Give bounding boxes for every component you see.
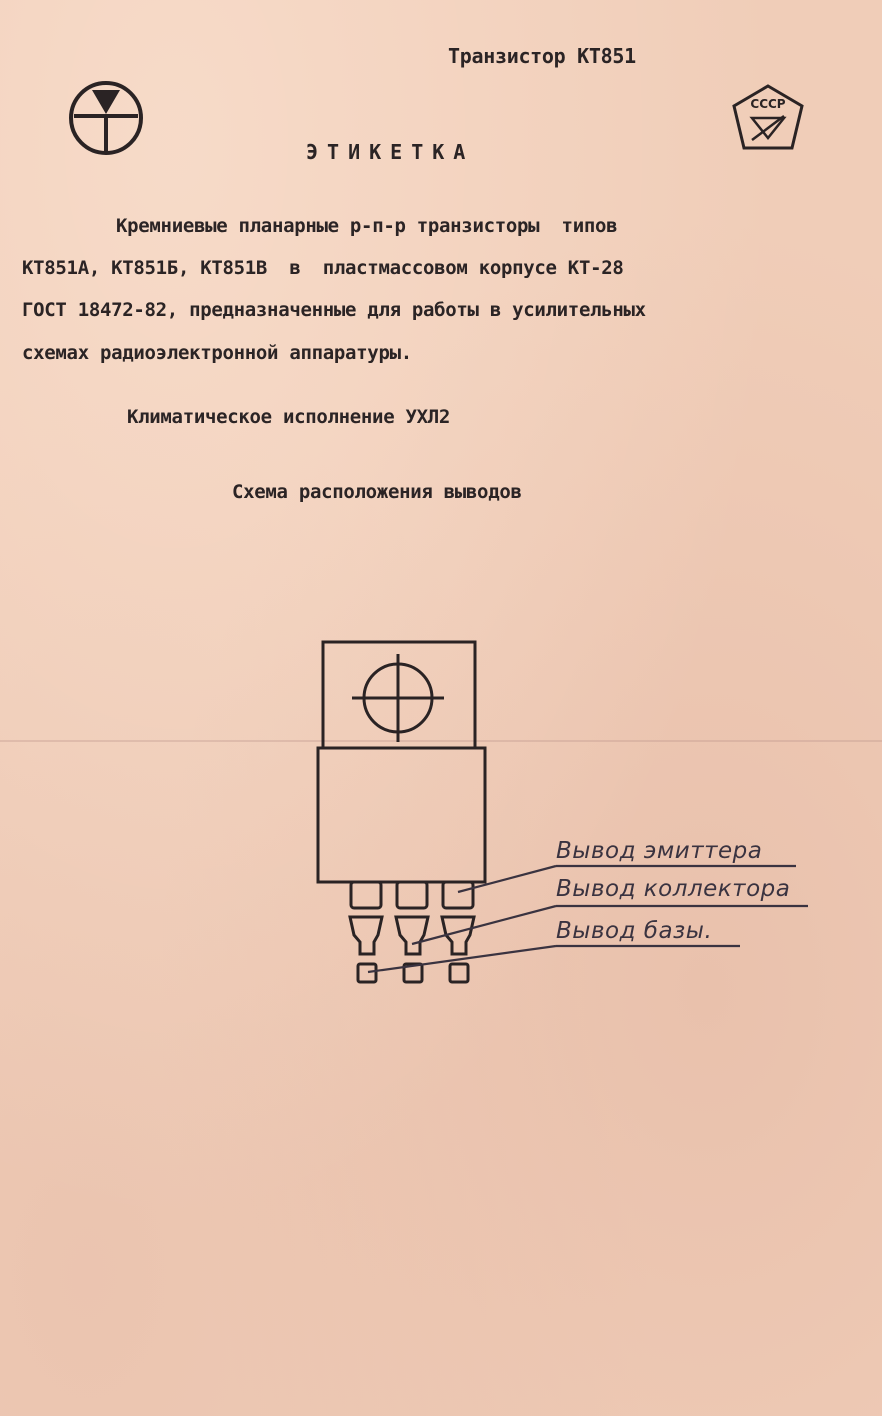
lead-bend-left bbox=[350, 917, 382, 954]
pin-label-collector: Вывод коллектора bbox=[556, 876, 791, 902]
description-line-2: КТ851А, КТ851Б, КТ851В в пластмассовом корпусе КТ-28 bbox=[22, 257, 624, 279]
lead-upper-right bbox=[443, 882, 473, 908]
leader-base bbox=[368, 946, 556, 972]
description-line-4: схемах радиоэлектронной аппаратуры. bbox=[22, 342, 412, 364]
quality-mark-text: СССР bbox=[750, 97, 786, 111]
description-line-3: ГОСТ 18472-82, предназначенные для работы в усилительных bbox=[22, 299, 646, 321]
lead-upper-middle bbox=[397, 882, 427, 908]
lead-upper-left bbox=[351, 882, 381, 908]
leader-collector bbox=[412, 906, 556, 944]
transistor-pinout-diagram bbox=[300, 630, 820, 1000]
document-title: Транзистор КТ851 bbox=[448, 44, 636, 68]
pin-label-base: Вывод базы. bbox=[556, 918, 713, 944]
document-heading: ЭТИКЕТКА bbox=[306, 140, 475, 164]
transistor-body bbox=[318, 748, 485, 882]
lead-tip-right bbox=[450, 964, 468, 982]
leader-emitter bbox=[458, 866, 556, 892]
lead-bend-middle bbox=[396, 917, 428, 954]
quality-mark-icon bbox=[730, 82, 806, 154]
manufacturer-logo-icon bbox=[66, 80, 146, 160]
description-line-1: Кремниевые планарные р-п-р транзисторы типов bbox=[116, 215, 618, 237]
pin-scheme-title: Схема расположения выводов bbox=[232, 481, 522, 503]
pin-label-emitter: Вывод эмиттера bbox=[556, 838, 763, 864]
lead-tip-left bbox=[358, 964, 376, 982]
climate-version: Климатическое исполнение УХЛ2 bbox=[127, 406, 451, 428]
